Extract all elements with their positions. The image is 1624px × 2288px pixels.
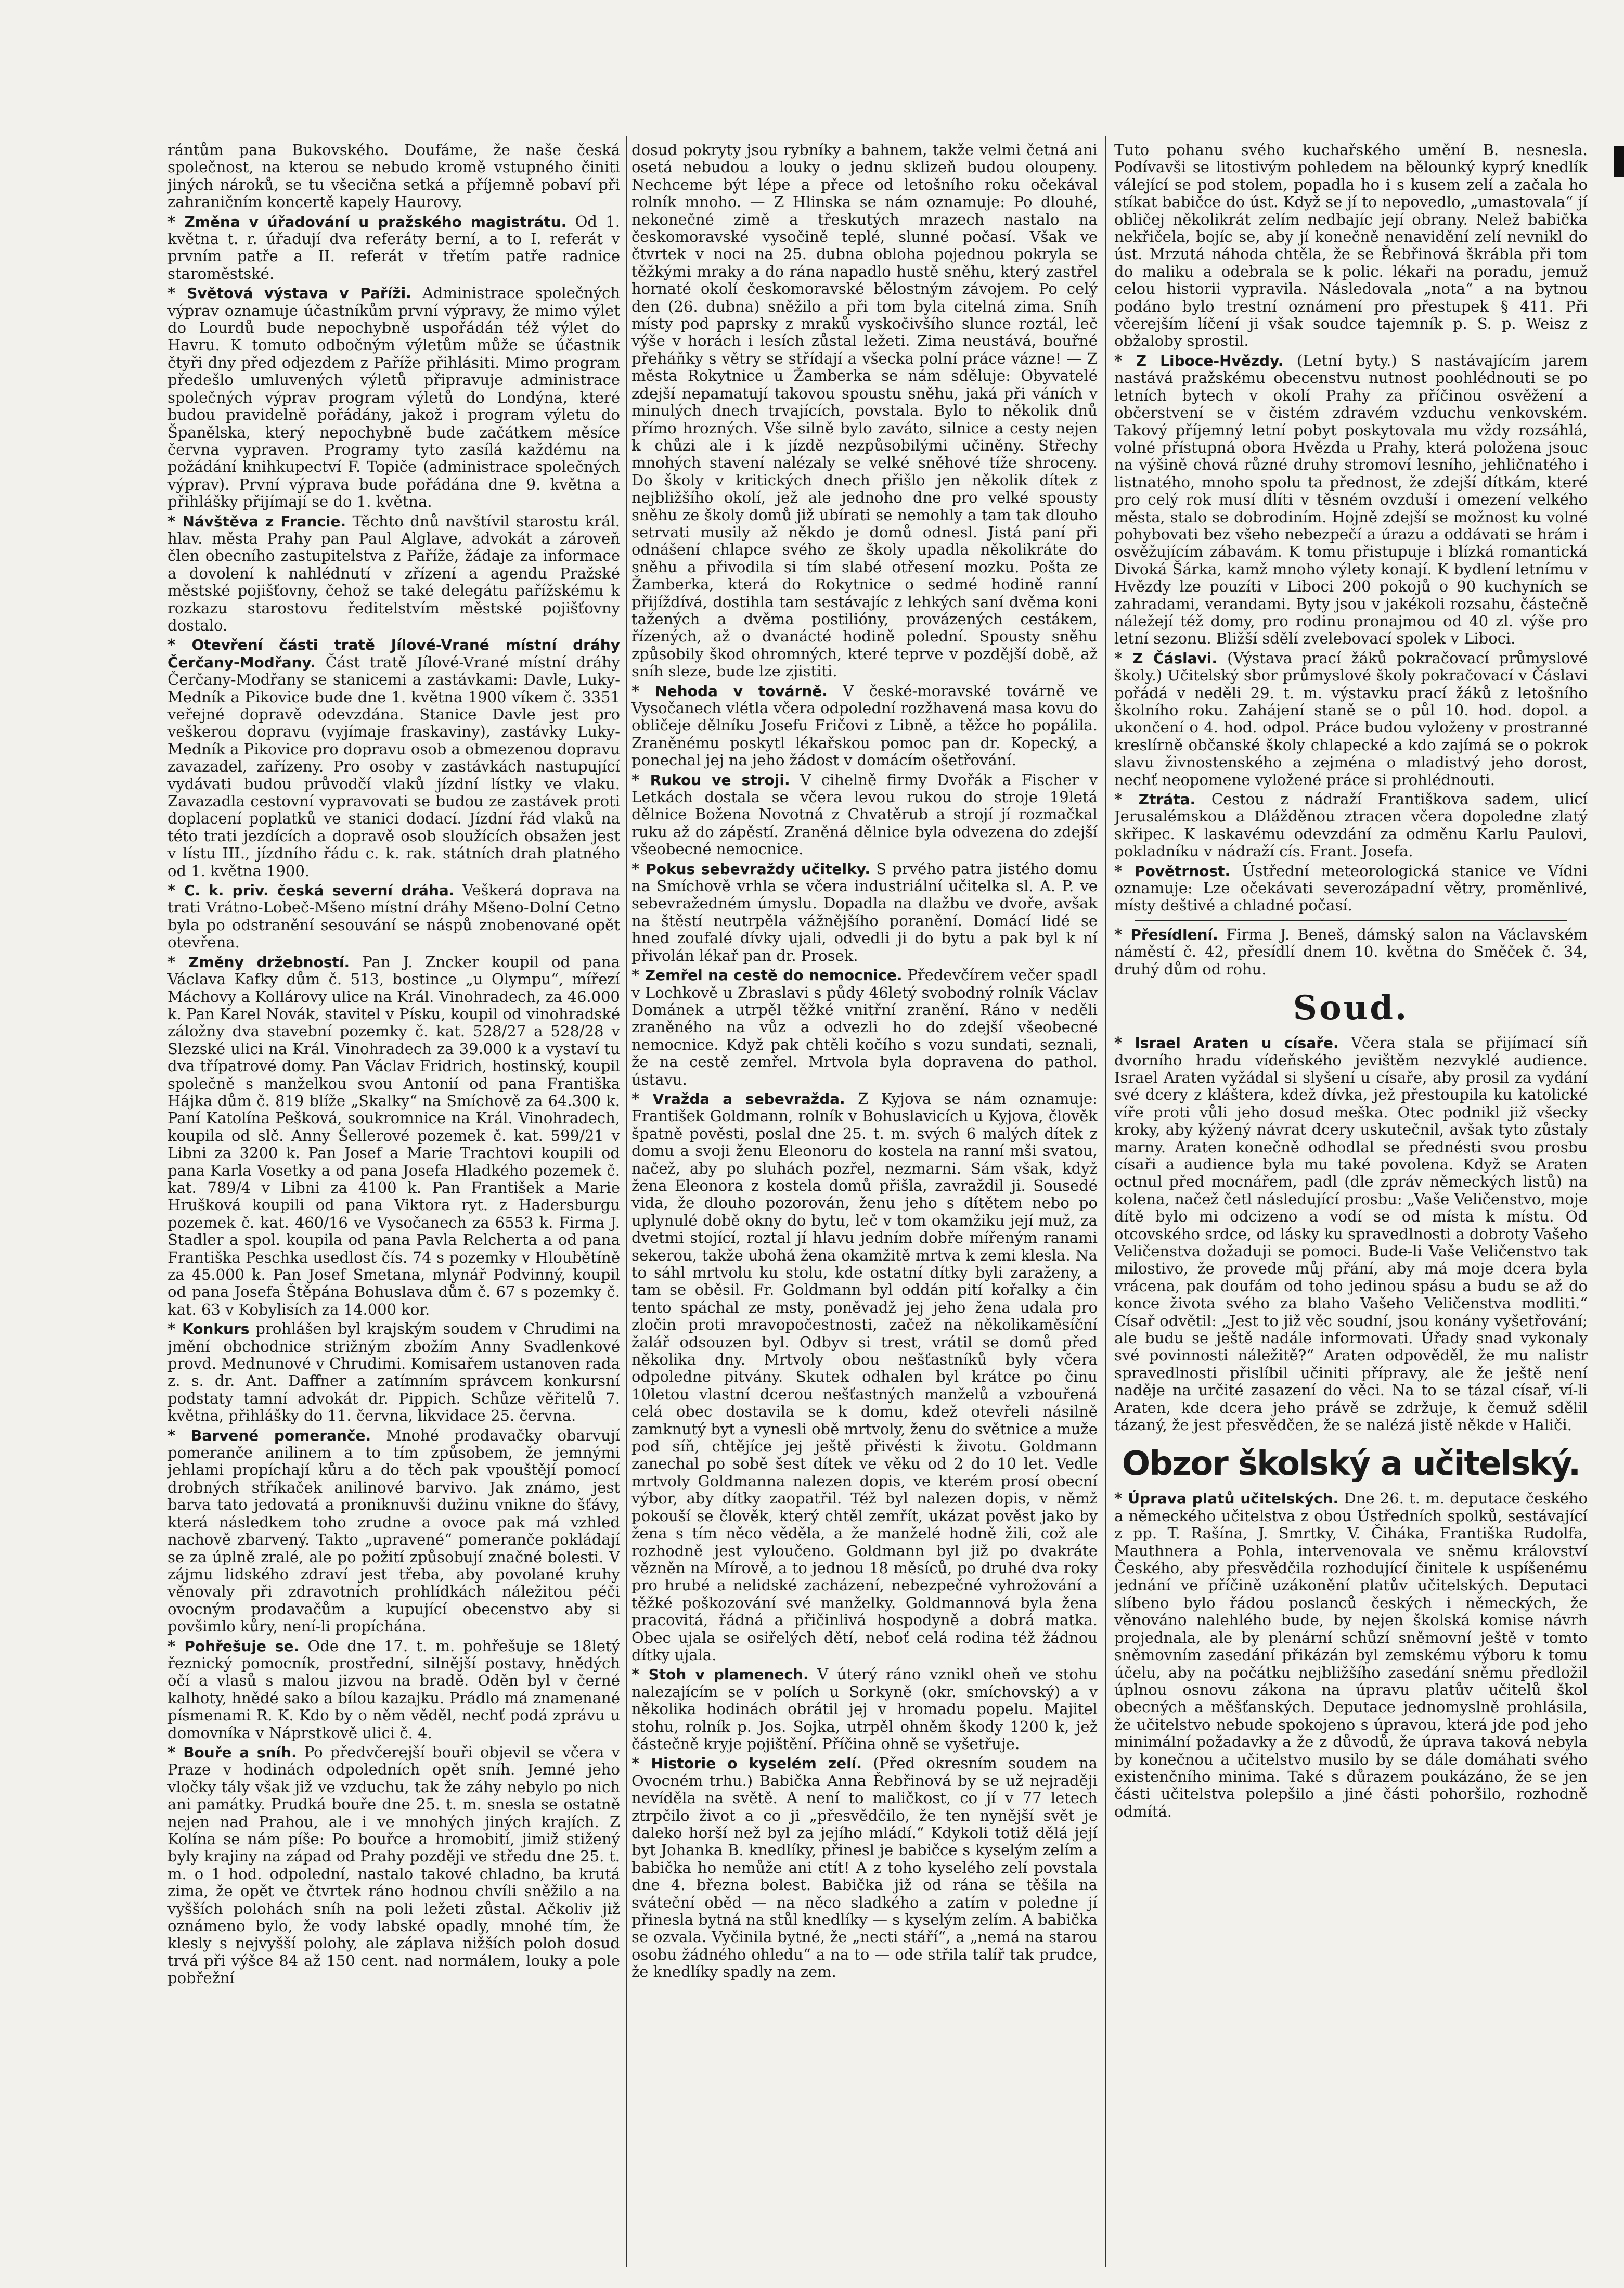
news-article [167,1744,620,1987]
news-article [631,1090,1098,1664]
article-body: rántům pana Bukovského. Doufáme, že naše česká společnost, na kterou se nebudo kromě vstupného činiti jiných nároků, se tu všecična setká a příjemně pobaví při zahraničním koncertě kapely Haurovy. [167,142,620,211]
article-asterisk: * [167,512,183,530]
section-heading: Soud. [1293,988,1409,1028]
section-divider [1135,920,1567,921]
news-article [167,954,620,1319]
article-asterisk: * [1114,649,1133,667]
column-rule-2 [1105,136,1106,2267]
news-article [167,285,620,510]
article-headline: Ztráta. [1138,791,1196,808]
news-article [1114,863,1588,915]
article-headline: Barvené pomeranče. [191,1426,371,1444]
article-body: V české-moravské továrně ve Vysočanech vlétla včera odpolední rozžhavená masa kovu do obličeje dělníku Josefu Fričovi z Libně, a těžce ho popálila. Zraněnému poskytl lékařskou pomoc pan dr. Kopecký, a ponechal jej na jeho žádost v domácím ošetřování. [631,682,1098,769]
article-asterisk: * [1114,351,1136,369]
news-article [631,1755,1098,1981]
continued-text [631,142,1098,680]
news-article [631,860,1098,965]
article-asterisk: * [167,953,189,971]
article-headline: Nehoda v továrně. [655,682,828,700]
article-asterisk: * [167,1426,191,1444]
article-headline: Pokus sebevraždy učitelky. [646,860,871,878]
news-article [631,683,1098,769]
article-headline: Přesídlení. [1130,926,1218,943]
article-asterisk: * [1114,1034,1135,1052]
article-asterisk: * [167,881,184,899]
article-body: Tuto pohanu svého kuchařského umění B. nesnesla. Podívavši se litostivým pohledem na bělounký kyprý knedlík válející se pod stolem, popadla ho i s kusem zelí a začala ho stíkat babičce do úst. Když se jí to nepovedlo, „umastovala“ jí obličej několikrát zelím nedbajíc její obrany. Nelež babička nekřičela, bojíc se, aby jí konečně nenavidění zelí nevnikl do úst. Mrzutá náhoda chtěla, že se Řebřinová škrábla při tom do maliku a odebrala se k polic. lékaři na poradu, jemuž celou historii vypravila. Následovala „nota“ a na bytnou podáno bylo trestní oznámení pro přestupek § 411. Při včerejším líčení ji však soudce tajemník p. S. p. Weisz z obžaloby sprostil. [1114,142,1588,350]
news-article [167,882,620,952]
news-article [167,636,620,880]
article-body: Ústřední meteorologická stanice ve Vídni oznamuje: Lze očekávati severozápadní větry, proměnlivé, místy deštivé a chladné počasí. [1114,862,1588,915]
article-asterisk: * [631,1665,649,1683]
article-asterisk: * [631,1089,653,1108]
article-headline: Otevření části tratě Jílové-Vrané místní dráhy Čerčany-Modřany. [167,636,620,671]
article-body: dosud pokryty jsou rybníky a bahnem, takže velmi četná ani osetá nebudou a louky o jednu sklizeň budou oloupeny. Nechceme být lépe a přece od letošního roku očekával rolník mnoho. — Z Hlinska se nám oznamuje: Po dlouhé, nekonečné zimě a třeskutých mrazech nastalo na českomoravské vysočině teplé, slunné počasí. Však ve čtvrtek v noci na 25. dubna obloha pojednou pokryla se těžkými mraky a do rána napadlo hustě sněhu, který zastřel hornaté okolí českomoravské bělostným závojem. Po celý den (26. dubna) sněžilo a při tom byla citelná zima. Sníh místy pod paprsky z mraků vyskočivšího slunce roztál, leč výše v horách i lesích zůstal ležeti. Zima neustává, bouřné přeháňky s větry se střídají a všecka polní práce vázne! — Z města Rokytnice u Žamberka se nám sděluje: Obyvatelé zdejší nepamatují takovou spoustu sněhu, jaká při váních v minulých dnech trvajících, povstala. Bylo to několik dnů přímo hrozných. Vše silně bylo zaváto, silnice a cesty nejen k chůzi ale i k jízdě nezpůsobilými učiněny. Střechy mnohých stavení nalézaly se velké sněhové tíže shroceny. Do školy v kritických dnech přišlo jen několik dítek z nejbližšího okolí, jež ale jednoho dne pro velké spousty sněhu ze školy domů již ubírati se nemohly a tam tak dlouho setrvati musily až někdo je domů odnesl. Jistá paní při odnášení chlapce svého ze školy upadla několikráte do sněhu a přivodila si tím slabé otřesení mozku. Pošta ze Žamberka, která do Rokytnice o sedmé hodině ranní přijíždívá, dostihla tam sestávajíc z lehkých saní dvěma koni tažených a dvěma postilióny, provázených cestákem, řízených, až o dvanácté hodině polední. Spousty sněhu způsobily škod ohromných, které teprve v pozdější době, až sníh sleze, bude lze zjistiti. [631,142,1098,680]
article-asterisk: * [631,859,646,878]
article-asterisk: * [1114,862,1135,880]
article-asterisk: * [167,636,192,654]
article-body: Včera stala se přijímací síň dvorního hradu vídeňského jevištěm nezvyklé audience. Israel Araten vyžádal si slyšení u císaře, aby prosil za vydání své dcery z kláštera, kdež dívka, jež přestoupila ku katolické víře proti vůli jeho dosud meška. Otec podnikl již všecky kroky, aby kýžený návrat dcery uskutečnil, avšak tyto zůstaly marny. Araten konečně odhodlal se přednésti svou prosbu císaři a audience byla mu také povolena. Když se Araten octnul před mocnářem, padl (dle zpráv německých listů) na kolena, načež četl následující prosbu: „Vaše Veličenstvo, moje dítě bylo mi odcizeno a vodí se od místa k místu. Od otcovského srdce, od lásky ku spravedlnosti a dobroty Vašeho Veličenstva dožaduji se pomoci. Bude-li Vaše Veličenstvo tak milostivo, že provede můj přání, aby má moje dcera byla vrácena, pak doufám od toho jedinou spásu a budu se až do konce života svého za blaho Vašeho Veličenstva modliti.“ Císař odvětil: „Jest to již věc soudní, jsou konány vyšetřování; ale budu se ještě nadále informovati. Úřady snad vykonaly své povinnosti náležitě?“ Araten odpověděl, že mu nalistr spravedlnosti přislíbil učiniti přípravy, ale že ještě není naděje na určité zasazení do věci. Na to se tázal císař, ví-li Araten, kde dcera jeho právě se zdržuje, k čemuž sdělil tázaný, že jest přesvědčen, že se nalézá jistě někde v Haliči. [1114,1034,1588,1434]
article-body: Z Kyjova se nám oznamuje: František Goldmann, rolník v Bohuslavicích u Kyjova, člověk špatně pověsti, poslal dne 25. t. m. svých 6 malých dítek z domu a svoji ženu Eleonoru do kostela na ranní mši svatou, načež, aby po sluhách pozřel, nezmarni. Sám však, když žena Eleonora z kostela domů přišla, zavraždil ji. Sousedé vida, že dlouho pozorován, ženu jeho s dítětem nebo po uplynulé době okny do bytu, leč v tom okamžiku její muž, za dvetmi stojící, roztal jí hlavu jedním dobře mířeným ranami sekerou, takže ubohá žena okamžitě mrtva k zemi klesla. Na to sáhl mrtvolu ku stolu, kde ostatní dítky byli zaraženy, a tam se oběsil. Fr. Goldmann byl oddán pití kořalky a čin tento spáchal ze msty, poněvadž jej jeho žena udala pro zločin proti mravopočestnosti, začež na několikaměsíční žalář odsouzen byl. Odbyv si trest, vrátil se domů před několika dny. Mrtvoly obou nešťastníků byly včera odpoledne pitvány. Skutek odhalen byl krátce po činu 10letou vlastní dcerou nešťastných manželů a vzbouřená celá obec dostavila se k domu, kdež otevřeli násilně zamknutý byt a vynesli obě mrtvoly, ženu do světnice a muže pod síň, chtějíce jej ještě přivésti k životu. Goldmann zanechal po sobě šest dítek ve věku od 2 do 10 let. Vedle mrtvoly Goldmanna nalezen dopis, ve kterém prosí obecní výbor, aby dítky zaopatřil. Též byl nalezen dopis, v němž pokouší se člověk, který chtěl zemřít, ukázat pověst jako by žena s tím něco věděla, a že manželé hodně žili, což ale rozhodně jest vyloučeno. Goldmann byl již po dvakráte vězněn na Mírově, a to jednou 18 měsíců, po druhé dva roky pro hrubé a nelidské zacházení, nebezpečné vyhrožování a těžké poškozování své manželky. Goldmannová byla žena pracovitá, řádná a přičinlivá hospodyně a dobrá matka. Obec ujala se osiřelých dětí, neboť celá rodina též žádnou dítky ujala. [631,1089,1098,1664]
news-article [167,1427,620,1636]
article-body: Těchto dnů navštívil starostu král. hlav. města Prahy pan Paul Alglave, advokát a zároveň člen obecního zastupitelstva z Paříže, žádaje za informace a dovolení k nahlédnutí v zřízení a agendu Pražské městské pojišťovny, čehož se také delegátu pařížskému k rozkazu starostovu ředitelstvím městské pojišťovny dostalo. [167,512,620,634]
article-headline: Israel Araten u císaře. [1135,1034,1339,1052]
article-headline: Zemřel na cestě do nemocnice. [645,967,903,984]
article-asterisk: * [1114,1489,1128,1508]
column-2 [631,142,1098,2267]
page-edge-mark [1614,146,1624,177]
article-headline: Z Liboce-Hvězdy. [1136,352,1284,369]
news-article [631,772,1098,858]
news-article [631,1666,1098,1753]
article-headline: Stoh v plamenech. [648,1666,809,1683]
article-headline: Bouře a sníh. [183,1743,297,1761]
article-body: Veškerá doprava na trati Vrátno-Lobeč-Mšeno místní dráhy Mšeno-Dolní Cetno byla po odstranění sesouvání se náspů znobenované opět otevřena. [167,881,620,952]
article-headline: Konkurs [182,1320,250,1338]
news-article [1114,926,1588,978]
news-article [1114,352,1588,648]
news-article [167,1638,620,1742]
article-body: Ode dne 17. t. m. pohřešuje se 18letý řeznický pomocník, prostřední, silnější postavy, hnědých očí a vlasů s malou jizvou na bradě. Oděn byl v černé kalhoty, hnědé sako a bílou kazajku. Prádlo má znamenané písmenami R. K. Kdo by o něm věděl, nechť podá zprávu u domovníka v Náprstkově ulici č. 4. [167,1637,620,1742]
section-heading: Obzor školský a učitelský. [1122,1445,1580,1484]
article-body: Mnohé prodavačky obarvují pomeranče anilinem a to tím způsobem, že jemnými jehlami propíchají kůru a do těch pak vpouštějí pomocí drobných stříkaček anilinové barvivo. Jak známo, jest barva tato jedovatá a proniknuvši dužinu vnikne do šťávy, která následkem toho zrudne a ovoce pak má vzhled nachově zbarvený. Takto „upravené“ pomeranče pokládají se za úplně zralé, ale po požití způsobují značné bolesti. V zájmu lidského zdraví jest třeba, aby povolané kruhy věnovaly při zdravotních prohlídkách náležitou péči ovocným prodavačům a kupující obecenstvo aby si povšimlo kůry, není-li propíchána. [167,1426,620,1636]
article-asterisk: * [167,212,185,230]
column-rule-1 [626,136,627,2267]
article-headline: Světová výstava v Paříži. [187,285,411,302]
article-headline: C. k. priv. česká severní dráha. [184,882,455,899]
article-headline: Změny držebností. [188,953,350,971]
article-body: (Výstava prací žáků pokračovací průmyslové školy.) Učitelský sbor průmyslové školy pokračovací v Čáslavi pořádá v neděli 29. t. m. výstavku prací žáků z letošního školního roku. Zahájení staně se o půl 10. hod. dopol. a ukončení o 4. hod. odpol. Práce budou vyloženy v prostranné kreslírně občanské školy chlapecké a kdo zajímá se o pokrok slavu živnostenského a zejména o mladistvý jeho dorost, nechť neopomene vyložené práce si prohlédnouti. [1114,649,1588,789]
article-body: Cestou z nádraží Františkova sadem, ulicí Jerusalémskou a Dlážděnou ztracen včera dopoledne zlatý skřipec. K laskavému odevzdání za odměnu Karlu Paulovi, pokladníku v nádraží cís. Frant. Josefa. [1114,790,1588,860]
article-asterisk: * [631,770,650,789]
news-article [167,213,620,283]
article-asterisk: * [1114,925,1131,943]
article-asterisk: * [631,682,655,700]
article-headline: Z Čáslavi. [1132,649,1218,667]
article-headline: Povětrnost. [1135,862,1231,880]
news-article [1114,650,1588,789]
article-body: V úterý ráno vznikl oheň ve stohu nalezajícím se v polích u Sorkyně (okr. smíchovský) a v několika hodinách obrátil jej v hromadu popelu. Majitel stohu, rolník p. Jos. Sojka, utrpěl ohněm škody 1200 k, jež částečně kryje pojištění. Příčina ohně se vyšetřuje. [631,1665,1098,1753]
article-asterisk: * [167,1743,184,1761]
article-body: Administrace společných výprav oznamuje účastníkům první výpravy, že mimo výlet do Lourdů bude nepochybně uspořádán též výlet do Havru. K tomuto odbočným výletům může se účastnik čtyři dny před odjezdem z Paříže přihlásiti. Mimo program předešlo umluvených výletů připravuje administrace společných výprav program výletů do Londýna, které budou pravidelně pořádány, jakož i program výletu do Španělska, který nepochybně bude začátkem měsíce června vypraven. Programy tyto zasílá každému na požádání knihkupectví F. Topiče (administrace společných výprav). První výprava bude pořádána dne 9. května a přihlášky přijímají se do 1. května. [167,284,620,511]
news-article [631,967,1098,1088]
article-body: S prvého patra jistého domu na Smíchově vrhla se včera industriální učitelka sl. A. P. ve sebevražedném úmyslu. Dopadla na dlažbu ve dvoře, avšak na štěstí neutrpěla vážnějšího poranění. Domácí lidé se hned zoufalé dívky ujali, odvedli ji do bytu a pak byl k ní přivolán lékař pan dr. Prosek. [631,859,1098,965]
article-body: Pan J. Zncker koupil od pana Václava Kafky dům č. 513, bostince „u Olympu“, mířezí Máchovy a Kollárovy ulice na Král. Vinohradech, za 46.000 k. Pan Karel Novák, stavitel v Písku, koupil od vinohradské záložny dva stavební pozemky č. kat. 528/27 a 528/28 v Slezské ulici na Král. Vinohradech za 39.000 k a vystaví tu dva třípatrové domy. Pan Václav Fridrich, hostinský, koupil společně s manželkou svou Antonií od pana Františka Hájka dům č. 819 blíže „Skalky“ na Smíchově za 64.300 k. Paní Katolína Pešková, soukromnice na Král. Vinohradech, koupila od slč. Anny Šellerové pozemek č. kat. 599/21 v Libni za 3200 k. Pan Josef a Marie Trachtovi koupili od pana Karla Vosetky a od pana Josefa Hladkého pozemek č. kat. 789/4 v Libni za 4100 k. Pan František a Marie Hrušková koupili od pana Viktora ryt. z Hadersburgu pozemek č. kat. 460/16 ve Vysočanech za 6553 k. Firma J. Stadler a spol. koupila od pana Pavla Relcherta a od pana Františka Peschka usedlost čís. 74 s pozemky v Hloubětíně za 45.000 k. Pan Josef Smetana, mlynář Podvinný, koupil od pana Josefa Štěpána Bohuslava dům č. 67 s pozemky č. kat. 63 v Kobylisích za 14.000 kor. [167,953,620,1318]
continued-text [167,142,620,211]
article-body: (Před okresním soudem na Ovocném trhu.) Babička Anna Řebřinová by se už nejraději nevíděla na světě. A není to maličkost, co jí v 77 letech ztrpčilo život a co ji „přesvědčilo, že ten nynější svět je daleko horší než byl za jejího mládí.“ Kdykoli totiž dělá její byt Johanka B. knedlíky, přinesl je babičce s kyselým zelím a babička ho nemůže ani ctít! A z toho kyselého zelí povstala dne 4. března bolest. Babička již od rána se těšila na sváteční oběd — na něco sladkého a zatím v poledne jí přinesla bytná na stůl knedlíky — s kyselým zelím. A babička se ozvala. Vyčinila bytné, že „necti stáří“, a „nemá na starou osobu žádného ohledu“ a na to — ode střila talíř tak prudce, že knedlíky spadly na zem. [631,1754,1098,1981]
article-body: V cihelně firmy Dvořák a Fischer v Letkách dostala se včera levou rukou do stroje 19letá dělnice Božena Novotná z Chvatěrub a strojí jí rozmačkal ruku až do zápěstí. Zraněná dělnice byla odvezena do zdejší všeobecné nemocnice. [631,770,1098,858]
article-headline: Pohřešuje se. [184,1637,300,1655]
article-headline: Návštěva z Francie. [182,512,346,530]
news-article [1114,1490,1588,1820]
news-article [1114,791,1588,860]
article-asterisk: * [631,966,645,984]
article-body: Po předvčerejší bouři objevil se včera v Praze v hodinách odpoledních opět sníh. Jemné jeho vločky tály však již ve vzduchu, tak že záhy nebylo po nich ani památky. Prudká bouře dne 25. t. m. snesla se ostatně nejen nad Prahou, ale i ve mnohých jiných krajích. Z Kolína se nám píše: Po bouřce a hromobití, jimiž stižený byly krajiny na západ od Prahy později ve středu dne 25. t. m. o 1 hod. odpolední, nastalo takové chladno, ba krutá zima, že opět ve čtvrtek ráno hodnou chvíli sněžilo a na vyšších polohách sníh na poli ležeti zůstal. Ačkoliv již oznámeno bylo, že vody labské opadly, mnohé tím, že klesly s nejvyšší polohy, ale záplava nižších poloh dosud trvá při výšce 84 až 150 cent. nad normálem, louky a pole pobřežní [167,1743,620,1987]
news-article [1114,1034,1588,1434]
article-headline: Změna v úřadování u pražského magistrátu. [184,213,567,230]
article-body: Dne 26. t. m. deputace českého a německého učitelstva z obou Ústředních spolků, sestávající z pp. T. Rašína, J. Smrtky, V. Čiháka, Františka Rudolfa, Mauthnera a Pohla, intervenovala ve sněmu království Českého, aby přesvědčila rozhodující činitele k uspíšenému jednání ve příčině uzákonění platův učitelských. Deputaci slíbeno bylo řádou poslanců českých i německých, že věnováno nalehlého bude, by nejen školská komise návrh projednala, ale by plenární schůzí sněmovní ještě v tomto sněmovním zasedání přikázán byl zemskému výboru k tomu účelu, aby na počátku nejbližšího zasedání sněmu předložil úplnou osnovu zákona na úpravu platův učitelů škol obecných a měšťanských. Deputace jednomyslně prohlásila, že učitelstvo nebude spokojeno s úpravou, která jde pod jeho minimální požadavky a že z důvodů, že úprava taková nebyla by konečnou a učitelstvo musilo by se dále domáhati svého existenčního minima. Také s důrazem poukázáno, že se jen části učitelstva polepšilo a jiné části pohoršilo, rozhodně odmítá. [1114,1489,1588,1820]
article-body: Od 1. května t. r. úřadují dva referáty berní, a to I. referát v prvním patře a II. referát v třetím patře radnice staroměstské. [167,212,620,282]
continued-text [1114,142,1588,350]
column-1 [167,142,620,2267]
column-3 [1114,142,1588,2267]
article-asterisk: * [167,1320,183,1338]
article-asterisk: * [167,1637,185,1655]
article-body: Předevčírem večer spadl v Lochkově u Zbraslavi s půdy 46letý svobodný rolník Václav Dománek a utrpěl těžké vnitřní zranění. Ráno v neděli zraněného na vůz a odvezli ho do zdejší všeobecné nemocnice. Když pak chtěli kočího s vozu sundati, seznali, že na cestě zemřel. Mrtvola byla dopravena do pathol. ústavu. [631,966,1098,1088]
article-body: Firma J. Beneš, dámský salon na Václavském náměstí č. 42, přesídlí dnem 10. května do Směček č. 34, druhý dům od rohu. [1114,925,1588,978]
article-asterisk: * [631,1754,651,1772]
news-article [167,513,620,635]
article-asterisk: * [167,284,187,302]
article-body: Část tratě Jílové-Vrané místní dráhy Čerčany-Modřany se stanicemi a zastávkami: Davle, Luky-Medník a Pikovice bude dne 1. května 1900 víkem č. 3351 veřejné dopravě odevzdána. Stanice Davle jest pro veškerou dopravu (vyjímaje fraskaviny), zastávky Luky-Medník a Pikovice pro dopravu osob a obmezenou dopravu zavazadel, zařízeny. Pro osoby v zastávkách nastupující vydávati budou průvodčí vlaků jízdní lístky ve vlaku. Zavazadla cestovní vypravovati se budou ze zastávek proti doplacení poplatků ve stanici dodací. Jízdní řád vlaků na této trati jezdících a dopravě osob sloužících obsažen jest v lístu III., jízdního řádu c. k. rak. státních drah platného od 1. května 1900. [167,653,620,880]
article-headline: Historie o kyselém zelí. [651,1755,862,1772]
article-headline: Úprava platů učitelských. [1128,1490,1339,1508]
article-headline: Vražda a sebevražda. [652,1090,845,1108]
news-article [167,1320,620,1424]
article-body: prohlášen byl krajským soudem v Chrudimi na jmění obchodnice strižným zbožím Anny Svadlenkové provd. Mednunové v Chrudimi. Komisařem ustanoven rada z. s. dr. Ant. Daffner a zatímním správcem konkursní podstaty tamní advokát dr. Pippich. Schůze věřitelů 7. května, přihlášky do 11. června, likvidace 25. června. [167,1320,620,1425]
article-body: (Letní byty.) S nastávajícím jarem nastává pražskému obecenstvu nutnost poohlédnouti se po letních bytech v okolí Prahy za příčinou osvěžení a občerstvení se v čistém zdravém vzduchu venkovském. Takový příjemný letní pobyt poskytovala mu vždy rozsáhlá, volné přístupná obora Hvězda u Prahy, která položena jsouc na výšině chová různé druhy stromoví lesního, jehličnatého i listnatého, mnoho spolu ta přednost, že zdejší dítkám, které pro celý rok musí dlíti v těsném ovzduší i omezení velkého města, stalo se dobrodiním. Hojně zdejší se možnost ku volné pohybovati bez všeho nebezpečí a úrazu a oddávati se hrám i osvěžujícím zábavám. K tomu přistupuje i blízká romantická Divoká Šárka, kamž mnoho výlety konají. K bydlení letnímu v Hvězdy lze pouzíti v Liboci 200 pokojů o 90 kuchyních se zahradami, verandami. Byty jsou v jakékoli rozsahu, částečně náležejí též domy, pro rodinu pronajmou od 40 zl. výše pro letní sezonu. Bližší sdělí zvelebovací spolek v Liboci. [1114,351,1588,648]
article-headline: Rukou ve stroji. [650,771,790,789]
article-asterisk: * [1114,790,1139,808]
